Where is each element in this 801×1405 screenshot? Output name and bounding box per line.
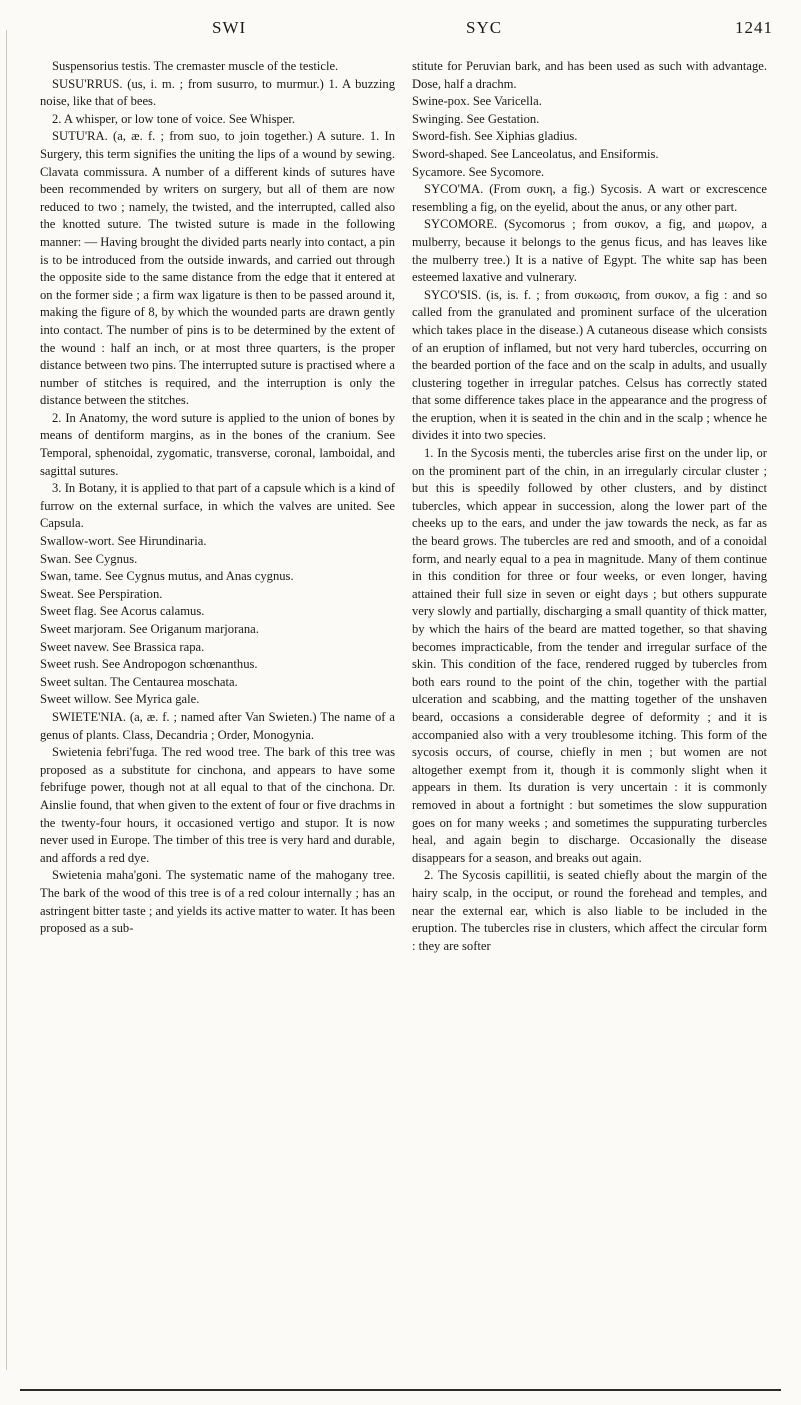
running-header: [30, 18, 773, 48]
left-column: [40, 58, 395, 938]
cross-reference: Sweet rush. See Andropogon schœnanthus.: [40, 657, 258, 672]
cross-reference: Swan. See Cygnus.: [40, 551, 138, 566]
entry-paragraph: 2. In Anatomy, the word suture is applied to the union of bones by means of dentiform margins, as in the bones of the cranium. See Temporal, sphenoidal, zygomatic, transverse, coronal, lamboidal, and sagittal sutures.: [40, 410, 395, 478]
entry-paragraph: Suspensorius testis. The cremaster muscle of the testicle.: [52, 59, 339, 73]
entry-paragraph: 2. A whisper, or low tone of voice. See Whisper.: [52, 111, 296, 126]
cross-reference: Sweet navew. See Brassica rapa.: [40, 639, 205, 654]
cross-reference: Sword-shaped. See Lanceolatus, and Ensiformis.: [412, 146, 659, 161]
entry-paragraph: SUSU'RRUS. (us, i. m. ; from susurro, to murmur.) 1. A buzzing noise, like that of bees.: [40, 76, 395, 109]
entry-paragraph: 2. The Sycosis capillitii, is seated chiefly about the margin of the hairy scalp, in the occiput, or round the forehead and temples, and near the external ear, which is also liable to be included in the eruption. The tubercles rise in clusters, which affect the circular form : they are softer: [412, 868, 767, 953]
cross-reference: Sweet sultan. The Centaurea moschata.: [40, 674, 238, 689]
entry-paragraph: Swietenia maha'goni. The systematic name of the mahogany tree. The bark of the wood of this tree is of a red colour internally ; has an astringent bitter taste ; and yields its active matter to water. It has been proposed as a sub-: [40, 868, 395, 936]
cross-reference: Sweet willow. See Myrica gale.: [40, 692, 200, 707]
entry-paragraph: 3. In Botany, it is applied to that part of a capsule which is a kind of furrow on the external surface, in which the valves are united. See Capsula.: [40, 481, 395, 531]
entry-paragraph: SWIETE'NIA. (a, æ. f. ; named after Van Swieten.) The name of a genus of plants. Class, Decandria ; Order, Monogynia.: [40, 709, 395, 742]
cross-reference: Swallow-wort. See Hirundinaria.: [40, 534, 207, 549]
cross-reference: Sword-fish. See Xiphias gladius.: [412, 129, 578, 144]
cross-reference: Swan, tame. See Cygnus mutus, and Anas cygnus.: [40, 569, 294, 584]
page-edge: [6, 30, 7, 1370]
entry-paragraph: Swietenia febri'fuga. The red wood tree. The bark of this tree was proposed as a substitute for cinchona, and appears to have some febrifuge power, though not at all equal to that of the cinchona. Dr. Ainslie found, that when given to the extent of four or five drachms in the twenty-four hours, it occasioned vertigo and stupor. It is now never used in Europe. The timber of this tree is very hard and durable, and affords a red dye.: [40, 745, 395, 865]
entry-paragraph: SYCO'SIS. (is, is. f. ; from συκωσις, from συκον, a fig : and so called from the granulated and prominent surface of the ulceration which takes place in the disease.) A cutaneous disease which consists of an eruption of inflamed, but not very hard tubercles, occurring on the bearded portion of the face and on the scalp in adults, and usually clustering together in irregular patches. Celsus has correctly stated that some difference takes place in the appearance and the progress of the eruption, when it is seated in the chin and in the scalp ; whence he divides it into two species.: [412, 287, 767, 443]
page-number: 1241: [735, 18, 773, 37]
entry-paragraph: 1. In the Sycosis menti, the tubercles arise first on the under lip, or on the prominent part of the chin, in an irregularly circular cluster ; but this is speedily followed by other clusters, and by distinct tubercles, which appear in succession, along the lower part of the cheeks up to the ears, and under the jaw towards the neck, as far as the beard grows. The tubercles are red and smooth, and of a conoidal form, and nearly equal to a pea in magnitude. Many of them continue in this condition for three or four weeks, or even longer, having attained their full size in seven or eight days ; but others suppurate very slowly and partially, discharging a small quantity of thick matter, by which the hairs of the beard are matted together, so that shaving becomes impracticable, from the tender and irregular surface of the skin. This condition of the face, rendered rugged by tubercles from both ears round to the point of the chin, together with the partial ulceration and scabbing, and the matting together of the unshaven beard, occasions a considerable degree of deformity ; and it is accompanied also with a very troublesome itching. This form of the sycosis occurs, of course, chiefly in men ; but women are not altogether exempt from it, though it is commonly slight when it appears in them. Its duration is very uncertain : it is commonly removed in about a fortnight : but sometimes the slow suppuration goes on for many weeks ; and sometimes the suppurating turbercles heal, and again begin to discharge. Occasionally the disease disappears for a season, and breaks out again.: [412, 446, 767, 865]
cross-reference: Sweet flag. See Acorus calamus.: [40, 604, 205, 619]
cross-reference: Sweat. See Perspiration.: [40, 586, 163, 601]
cross-reference: Swinging. See Gestation.: [412, 111, 540, 126]
cross-reference: Swine-pox. See Varicella.: [412, 94, 542, 109]
entry-paragraph: stitute for Peruvian bark, and has been used as such with advantage. Dose, half a drachm.: [412, 59, 767, 91]
header-center-word: SYC: [466, 18, 503, 37]
entry-paragraph: SYCO'MA. (From συκη, a fig.) Sycosis. A wart or excrescence resembling a fig, on the eyelid, about the anus, or any other part.: [412, 182, 767, 214]
header-left-word: SWI: [212, 18, 247, 37]
right-column: [412, 58, 767, 955]
bottom-rule: [20, 1389, 781, 1391]
cross-reference: Sweet marjoram. See Origanum marjorana.: [40, 622, 259, 636]
entry-paragraph: SYCOMORE. (Sycomorus ; from συκον, a fig, and μωρον, a mulberry, because it belongs to the genus ficus, and has leaves like the mulberry tree.) It is a native of Egypt. The white sap has been esteemed laxative and vulnerary.: [412, 217, 767, 285]
entry-paragraph: SUTU'RA. (a, æ. f. ; from suo, to join together.) A suture. 1. In Surgery, this term signifies the uniting the lips of a wound by sewing. Clavata commissura. A number of a different kinds of sutures have been recommended by writers on surgery, but all of them are now reduced to two ; namely, the twisted, and the interrupted, called also the knotted suture. The twisted suture is made in the following manner: — Having brought the divided parts nearly into contact, a pin is to be introduced from the outside inwards, and carried out through the opposite side to the same distance from the edge that it entered at on the former side ; a firm wax ligature is then to be passed around it, making the figure of 8, by which the wounded parts are drawn gently into contact. The number of pins is to be determined by the extent of the wound : half an inch, or at most three quarters, is the proper distance between two pins. The interrupted suture is practised where a number of stitches is required, and the interruption is only the distance between the stitches.: [40, 129, 395, 408]
cross-reference: Sycamore. See Sycomore.: [412, 164, 545, 179]
